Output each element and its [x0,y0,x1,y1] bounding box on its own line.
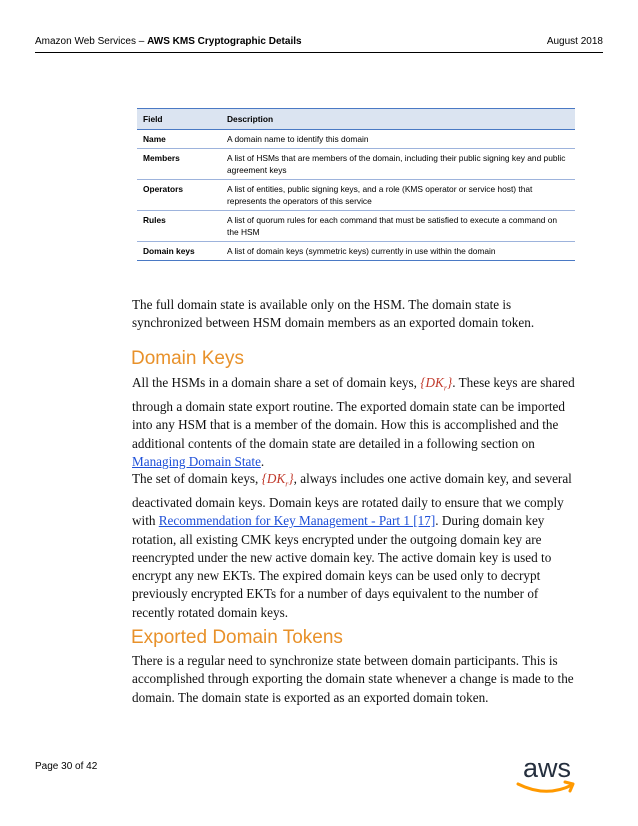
paragraph-text: There is a regular need to synchronize state between domain participants. This is accomplished through exporting the domain state whenever a change is made to the domain. The domain state is exported as an exported domain token. [132,653,574,705]
domain-keys-paragraph-1 [132,374,580,471]
text-span: , always includes one active domain key, and several deactivated domain keys. Domain keys are rotated daily to ensure that we comply with [132,471,572,529]
column-header-field: Field [137,109,221,130]
field-description: A list of domain keys (symmetric keys) currently in use within the domain [221,242,575,261]
paragraph-text: The full domain state is available only on the HSM. The domain state is synchronized between HSM domain members as an exported domain token. [132,297,535,331]
table-row [137,211,575,242]
paragraph-text [132,470,580,622]
field-name: Name [137,130,221,149]
text-span: All the HSMs in a domain share a set of domain keys, [132,375,421,390]
domain-keys-paragraph-2 [132,470,580,622]
field-name: Members [137,149,221,180]
field-name: Operators [137,180,221,211]
paragraph-text [132,374,580,471]
header-divider [35,52,603,53]
aws-smile-arrow [518,784,572,791]
heading-exported-domain-tokens: Exported Domain Tokens [131,627,343,648]
page-number: Page 30 of 42 [35,761,98,772]
aws-logo-text: aws [522,753,572,783]
field-description: A list of entities, public signing keys, and a role (KMS operator or service host) that represents the operators of this service [221,180,575,211]
domain-state-paragraph [132,296,580,333]
key-management-recommendation-link[interactable]: Recommendation for Key Management - Part 1 [17] [158,513,436,529]
field-description: A domain name to identify this domain [221,130,575,149]
domain-fields-table [137,108,575,261]
header-date: August 2018 [546,36,603,47]
dk-symbol: $\{DK_r\}$ [420,375,453,393]
header-title: Amazon Web Services – AWS KMS Cryptographic Details [35,36,302,47]
dk-symbol: $\{DK_r\}$ [261,471,294,489]
heading-domain-keys: Domain Keys [131,348,244,369]
table-row [137,242,575,261]
field-description: A list of quorum rules for each command that must be satisfied to execute a command on the HSM [221,211,575,242]
column-header-description: Description [221,109,575,130]
field-name: Rules [137,211,221,242]
table-row [137,149,575,180]
text-span: The set of domain keys, [132,471,262,486]
aws-logo-icon [512,751,582,799]
table-header-row [137,109,575,130]
text-span: . During domain key rotation, all existing CMK keys encrypted under the outgoing domain key are reencrypted under the new active domain key. The active domain key is used to encrypt any new EKTs. The expired domain keys can be used only to decrypt previously encrypted EKTs for a number of days equivalent to the number of recently rotated domain keys. [132,513,552,620]
managing-domain-state-link[interactable]: Managing Domain State [132,453,261,469]
field-description: A list of HSMs that are members of the domain, including their public signing key and public agreement keys [221,149,575,180]
table-row [137,180,575,211]
table-row [137,130,575,149]
text-span: . [260,453,265,469]
exported-tokens-paragraph [132,652,580,707]
field-name: Domain keys [137,242,221,261]
text-span: . These keys are shared through a domain state export routine. The exported domain state can be imported into any HSM that is a member of the domain. How this is accomplished and the additional contents of the domain state are detailed in a following section on [132,375,575,451]
